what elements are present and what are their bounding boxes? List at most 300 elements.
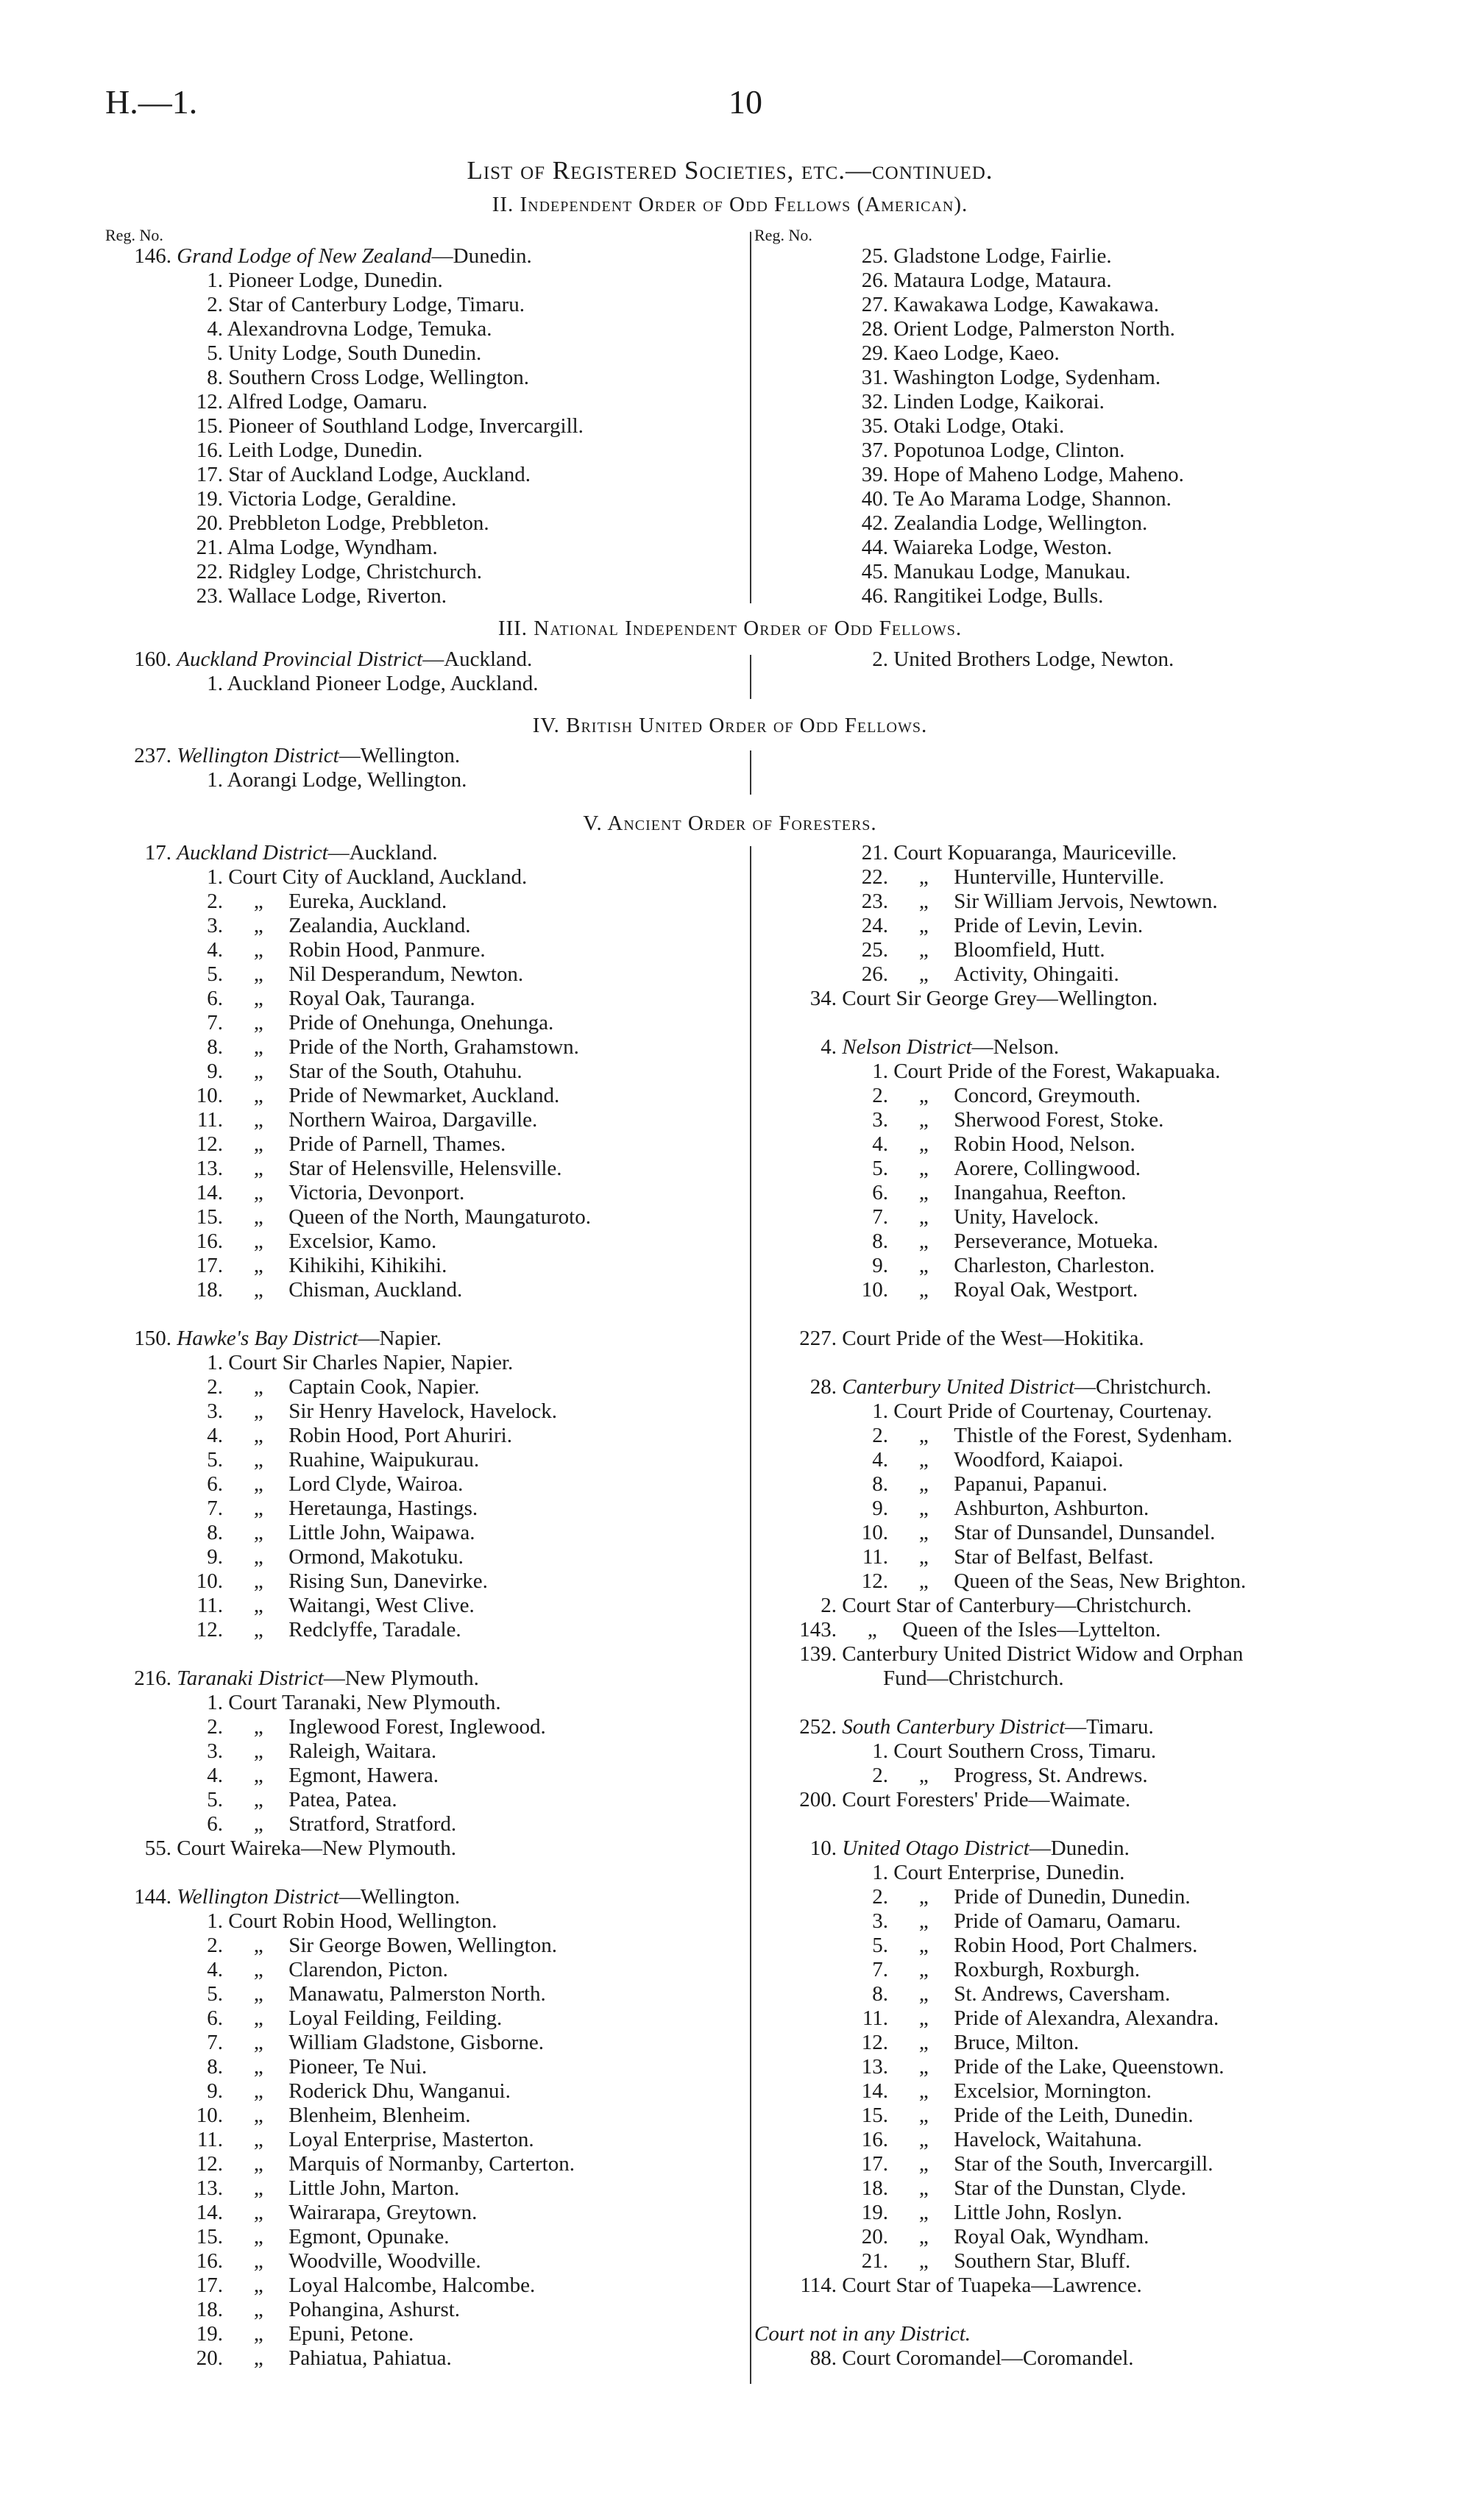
spacer	[754, 1812, 1417, 1836]
entry-text: Court Sir George Grey—Wellington.	[842, 987, 1158, 1010]
entry-text: Sherwood Forest, Stoke.	[954, 1108, 1164, 1132]
lodge-number: 11.	[862, 2006, 888, 2030]
entry-text: Woodford, Kaiapoi.	[954, 1448, 1124, 1472]
court-label: Court	[893, 1060, 943, 1083]
lodge-number: 26.	[861, 269, 888, 292]
lodge-number: 1.	[207, 1691, 223, 1714]
entry-text: Wairarapa, Greytown.	[288, 2201, 478, 2224]
ditto-mark: „	[253, 1594, 263, 1617]
list-item	[754, 269, 1417, 293]
entry-text: Robin Hood, Port Chalmers.	[954, 1934, 1198, 1957]
entry-text: Little John, Roslyn.	[954, 2201, 1123, 2224]
spacer	[754, 1011, 1417, 1035]
ditto-mark: „	[918, 2225, 929, 2249]
entry-text: Pride of Dunedin, Dunedin.	[954, 1885, 1191, 1909]
lodge-number: 11.	[862, 1545, 888, 1569]
section-5-right-list	[754, 841, 1417, 2371]
lodge-number: 12.	[196, 390, 223, 414]
lodge-number: 17.	[196, 2274, 223, 2297]
ditto-mark: „	[918, 2249, 929, 2273]
entry-text: Unity Lodge, South Dunedin.	[228, 341, 482, 365]
entry-text: Raleigh, Waitara.	[288, 1739, 437, 1763]
ditto-mark: „	[918, 914, 929, 937]
entry-text: Mataura Lodge, Mataura.	[893, 269, 1112, 292]
reg-number: 216.	[134, 1667, 171, 1690]
entry-text: Kihikihi, Kihikihi.	[288, 1254, 447, 1277]
entry-text: Kopuaranga, Mauriceville.	[947, 841, 1177, 865]
entry-text: Popotunoa Lodge, Clinton.	[893, 439, 1125, 462]
entry-text: Queen of the Seas, New Brighton.	[954, 1569, 1247, 1593]
lodge-number: 6.	[207, 2006, 223, 2030]
ditto-mark: „	[918, 1909, 929, 1933]
list-item	[105, 2104, 745, 2128]
lodge-number: 5.	[872, 1157, 888, 1180]
lodge-number: 4.	[207, 1958, 223, 1981]
entry-text: —Auckland.	[327, 841, 438, 865]
ditto-mark: „	[253, 1812, 263, 1836]
lodge-number: 12.	[861, 2031, 888, 2054]
lodge-number: 45.	[861, 560, 888, 583]
ditto-mark: „	[918, 2152, 929, 2176]
entry-text: —Wellington.	[339, 1885, 461, 1909]
list-item	[105, 439, 745, 463]
list-item	[105, 1011, 745, 1035]
lodge-number: 13.	[196, 2176, 223, 2200]
entry-text: Waitangi, West Clive.	[288, 1594, 475, 1617]
lodge-number: 15.	[861, 2104, 888, 2127]
list-item	[105, 938, 745, 962]
list-item	[105, 269, 745, 293]
lodge-number: 8.	[872, 1472, 888, 1496]
list-item	[105, 536, 745, 560]
list-item	[105, 1472, 745, 1497]
lodge-number: 8.	[872, 1229, 888, 1253]
lodge-number: 39.	[861, 463, 888, 486]
lodge-number: 31.	[861, 366, 888, 389]
ditto-mark: „	[253, 1254, 263, 1277]
entry-text: Fund—Christchurch.	[883, 1667, 1064, 1690]
entry-text: Charleston, Charleston.	[954, 1254, 1155, 1277]
ditto-mark: „	[253, 2346, 263, 2370]
lodge-number: 20.	[861, 2225, 888, 2249]
court-label: Court	[228, 1691, 277, 1714]
entry-text: Bloomfield, Hutt.	[954, 938, 1105, 962]
entry-text: —Christchurch.	[1074, 1375, 1212, 1399]
entry-text: Inangahua, Reefton.	[954, 1181, 1127, 1204]
list-item	[105, 744, 745, 768]
entry-text: City of Auckland, Auckland.	[282, 865, 528, 889]
list-item	[105, 463, 745, 487]
lodge-number: 6.	[207, 1812, 223, 1836]
ditto-mark: „	[253, 2274, 263, 2297]
entry-text: Marquis of Normanby, Carterton.	[288, 2152, 575, 2176]
list-item	[754, 1327, 1417, 1351]
ditto-mark: „	[253, 1788, 263, 1811]
list-item	[754, 1229, 1417, 1254]
list-item	[754, 487, 1417, 511]
lodge-number: 2.	[207, 293, 223, 316]
column-divider	[750, 655, 751, 699]
lodge-number: 8.	[207, 1035, 223, 1059]
entry-text: Manukau Lodge, Manukau.	[893, 560, 1131, 583]
lodge-number: 17.	[196, 463, 223, 486]
entry-text: Washington Lodge, Sydenham.	[893, 366, 1161, 389]
ditto-mark: „	[918, 1205, 929, 1229]
lodge-number: 8.	[207, 366, 223, 389]
section-3-left-list	[105, 647, 745, 696]
entry-text: Pride of Newmarket, Auckland.	[288, 1084, 560, 1107]
entry-text: Star of Helensville, Helensville.	[288, 1157, 562, 1180]
entry-text: Patea, Patea.	[288, 1788, 397, 1811]
entry-text: Loyal Enterprise, Masterton.	[288, 2128, 534, 2151]
entry-text: William Gladstone, Gisborne.	[288, 2031, 545, 2054]
spacer	[754, 1302, 1417, 1327]
court-label: Court	[228, 1909, 277, 1933]
ditto-mark: „	[253, 890, 263, 913]
reg-number: 252.	[799, 1715, 837, 1739]
entry-text: Star of Dunsandel, Dunsandel.	[954, 1521, 1216, 1544]
ditto-mark: „	[253, 2298, 263, 2321]
lodge-number: 3.	[207, 1399, 223, 1423]
lodge-number: 21.	[861, 841, 888, 865]
entry-text: Northern Wairoa, Dargaville.	[288, 1108, 538, 1132]
list-item	[754, 560, 1417, 584]
section-4-left-list	[105, 744, 745, 792]
district-name: United Otago District	[842, 1836, 1030, 1860]
list-item	[754, 414, 1417, 439]
lodge-number: 6.	[207, 1472, 223, 1496]
reg-number: 143.	[799, 1618, 837, 1641]
district-name: South Canterbury District	[842, 1715, 1066, 1739]
list-item	[754, 1569, 1417, 1594]
list-item	[754, 1764, 1417, 1788]
entry-text: Kawakawa Lodge, Kawakawa.	[893, 293, 1159, 316]
entry-text: St. Andrews, Caversham.	[954, 1982, 1171, 2006]
court-label: Court	[893, 1861, 943, 1884]
reg-number: 88.	[809, 2346, 837, 2370]
ditto-mark: „	[253, 1545, 263, 1569]
ditto-mark: „	[253, 1205, 263, 1229]
entry-text: Lord Clyde, Wairoa.	[288, 1472, 464, 1496]
list-item	[105, 1934, 745, 1958]
ditto-mark: „	[253, 1108, 263, 1132]
entry-text: Captain Cook, Napier.	[288, 1375, 480, 1399]
list-item	[754, 2104, 1417, 2128]
list-item	[105, 1667, 745, 1691]
ditto-mark: „	[253, 1278, 263, 1302]
district-name: Auckland Provincial District	[177, 647, 423, 671]
list-item	[105, 1035, 745, 1060]
ditto-mark: „	[253, 1448, 263, 1472]
court-label: Court	[228, 1351, 277, 1374]
entry-text: Activity, Ohingaiti.	[954, 962, 1119, 986]
list-item	[754, 841, 1417, 865]
entry-text: Thistle of the Forest, Sydenham.	[954, 1424, 1233, 1447]
list-item	[754, 1715, 1417, 1739]
entry-text: Alexandrovna Lodge, Temuka.	[227, 317, 492, 341]
list-item	[754, 1375, 1417, 1399]
entry-text: Canterbury United District Widow and Orphan	[842, 1642, 1244, 1666]
court-label: Court	[228, 865, 277, 889]
list-item	[105, 1399, 745, 1424]
entry-text: Court Foresters' Pride—Waimate.	[842, 1788, 1131, 1811]
lodge-number: 5.	[872, 1934, 888, 1957]
entry-text: Otaki Lodge, Otaki.	[893, 414, 1065, 438]
ditto-mark: „	[253, 1472, 263, 1496]
list-item	[105, 487, 745, 511]
ditto-mark: „	[253, 2128, 263, 2151]
entry-text: —Nelson.	[971, 1035, 1060, 1059]
list-item	[754, 1909, 1417, 1934]
list-item	[105, 414, 745, 439]
list-item	[105, 244, 745, 269]
list-item	[105, 841, 745, 865]
list-item	[754, 341, 1417, 366]
entry-text: Aorere, Collingwood.	[954, 1157, 1141, 1180]
entry-text: Sir Henry Havelock, Havelock.	[288, 1399, 558, 1423]
list-item	[754, 1157, 1417, 1181]
ditto-mark: „	[253, 1764, 263, 1787]
lodge-number: 5.	[207, 962, 223, 986]
lodge-number: 9.	[872, 1254, 888, 1277]
entry-text: Prebbleton Lodge, Prebbleton.	[228, 511, 489, 535]
entry-text: Perseverance, Motueka.	[954, 1229, 1159, 1253]
ditto-mark: „	[918, 1982, 929, 2006]
lodge-number: 3.	[872, 1108, 888, 1132]
entry-text: Zealandia Lodge, Wellington.	[893, 511, 1148, 535]
entry-text: Epuni, Petone.	[288, 2322, 414, 2346]
lodge-number: 3.	[207, 1739, 223, 1763]
entry-text: Hope of Maheno Lodge, Maheno.	[893, 463, 1184, 486]
list-item	[754, 511, 1417, 536]
entry-text: Inglewood Forest, Inglewood.	[288, 1715, 546, 1739]
page-header-code: H.—1.	[105, 83, 198, 121]
entry-text: Royal Oak, Tauranga.	[288, 987, 475, 1010]
entry-text: Concord, Greymouth.	[954, 1084, 1141, 1107]
list-item	[754, 2006, 1417, 2031]
list-item	[105, 1812, 745, 1836]
lodge-number: 25.	[861, 244, 888, 268]
entry-text: Waiareka Lodge, Weston.	[893, 536, 1113, 559]
ditto-mark: „	[918, 890, 929, 913]
list-item	[754, 1788, 1417, 1812]
ditto-mark: „	[253, 1934, 263, 1957]
column-divider	[750, 232, 751, 603]
lodge-number: 2.	[207, 1715, 223, 1739]
reg-number: 160.	[134, 647, 171, 671]
lodge-number: 1.	[872, 1861, 888, 1884]
list-item	[754, 366, 1417, 390]
lodge-number: 14.	[861, 2079, 888, 2103]
district-name: Wellington District	[177, 744, 339, 767]
entry-text: Queen of the North, Maungaturoto.	[288, 1205, 591, 1229]
list-item	[105, 1497, 745, 1521]
entry-text: Leith Lodge, Dunedin.	[228, 439, 423, 462]
reg-no-label: Reg. No.	[754, 226, 812, 244]
list-item	[754, 2176, 1417, 2201]
lodge-number: 7.	[872, 1958, 888, 1981]
list-item	[754, 536, 1417, 560]
entry-text: Clarendon, Picton.	[288, 1958, 448, 1981]
list-item	[754, 1132, 1417, 1157]
lodge-number: 16.	[861, 2128, 888, 2151]
list-item	[105, 1836, 745, 1861]
entry-text: Havelock, Waitahuna.	[954, 2128, 1142, 2151]
ditto-mark: „	[918, 1278, 929, 1302]
ditto-mark: „	[253, 1011, 263, 1034]
lodge-number: 6.	[872, 1181, 888, 1204]
ditto-mark: „	[253, 1982, 263, 2006]
section-3-right-list	[754, 647, 1417, 672]
entry-text: —Auckland.	[422, 647, 533, 671]
list-item	[105, 1715, 745, 1739]
entry-text: Robin Hood, Port Ahuriri.	[288, 1424, 512, 1447]
reg-number: 28.	[809, 1375, 837, 1399]
reg-no-label: Reg. No.	[105, 226, 163, 244]
entry-text: Star of Auckland Lodge, Auckland.	[228, 463, 531, 486]
ditto-mark: „	[253, 2031, 263, 2054]
section-2-title: II. Independent Order of Odd Fellows (American).	[492, 193, 968, 216]
spacer	[105, 1642, 745, 1667]
lodge-number: 9.	[207, 2079, 223, 2103]
list-item	[754, 1278, 1417, 1302]
list-item	[105, 2322, 745, 2346]
lodge-number: 3.	[872, 1909, 888, 1933]
entry-text: Roderick Dhu, Wanganui.	[288, 2079, 511, 2103]
entry-text: Pioneer, Te Nui.	[288, 2055, 428, 2079]
entry-text: United Brothers Lodge, Newton.	[893, 647, 1174, 671]
entry-text: —Timaru.	[1065, 1715, 1154, 1739]
entry-text: —Dunedin.	[431, 244, 532, 268]
lodge-number: 19.	[196, 2322, 223, 2346]
list-item	[105, 1569, 745, 1594]
entry-text: —Dunedin.	[1029, 1836, 1130, 1860]
ditto-mark: „	[253, 1715, 263, 1739]
list-item	[754, 1618, 1417, 1642]
lodge-number: 2.	[207, 890, 223, 913]
lodge-number: 9.	[207, 1060, 223, 1083]
reg-number: 200.	[799, 1788, 837, 1811]
ditto-mark: „	[918, 1497, 929, 1520]
list-item	[754, 1521, 1417, 1545]
entry-text: Ruahine, Waipukurau.	[288, 1448, 480, 1472]
entry-text: Little John, Waipawa.	[288, 1521, 475, 1544]
entry-text: Zealandia, Auckland.	[288, 914, 471, 937]
ditto-mark: „	[918, 2006, 929, 2030]
lodge-number: 28.	[861, 317, 888, 341]
entry-text: Court Waireka—New Plymouth.	[177, 1836, 456, 1860]
spacer	[754, 2298, 1417, 2322]
lodge-number: 4.	[207, 317, 223, 341]
ditto-mark: „	[253, 2104, 263, 2127]
lodge-number: 15.	[196, 2225, 223, 2249]
list-item	[754, 2346, 1417, 2371]
entry-text: Wallace Lodge, Riverton.	[227, 584, 447, 608]
section-5-left-list	[105, 841, 745, 2371]
ditto-mark: „	[918, 1934, 929, 1957]
list-item	[105, 2225, 745, 2249]
list-item	[105, 1545, 745, 1569]
ditto-mark: „	[253, 1060, 263, 1083]
lodge-number: 2.	[872, 1885, 888, 1909]
lodge-number: 7.	[872, 1205, 888, 1229]
lodge-number: 1.	[872, 1739, 888, 1763]
entry-text: —Napier.	[358, 1327, 442, 1350]
entry-text: Southern Cross Lodge, Wellington.	[228, 366, 529, 389]
ditto-mark: „	[918, 2079, 929, 2103]
entry-text: Pioneer of Southland Lodge, Invercargill.	[228, 414, 584, 438]
entry-text: Alma Lodge, Wyndham.	[227, 536, 438, 559]
entry-text: Linden Lodge, Kaikorai.	[893, 390, 1105, 414]
lodge-number: 16.	[196, 1229, 223, 1253]
list-item	[754, 2031, 1417, 2055]
list-item	[105, 1375, 745, 1399]
ditto-mark: „	[918, 1254, 929, 1277]
list-item	[105, 2249, 745, 2274]
entry-text: Royal Oak, Westport.	[954, 1278, 1138, 1302]
section-2-left-list	[105, 227, 745, 608]
list-item	[105, 366, 745, 390]
list-item	[105, 1108, 745, 1132]
ditto-mark: „	[918, 962, 929, 986]
reg-number: 4.	[821, 1035, 837, 1059]
spacer	[754, 1691, 1417, 1715]
list-item	[754, 2055, 1417, 2079]
ditto-mark: „	[253, 2249, 263, 2273]
reg-number: 2.	[821, 1594, 837, 1617]
lodge-number: 5.	[207, 1448, 223, 1472]
lodge-number: 2.	[872, 1084, 888, 1107]
page-number: 10	[729, 83, 762, 121]
list-item	[105, 647, 745, 672]
list-item	[105, 2298, 745, 2322]
lodge-number: 2.	[207, 1934, 223, 1957]
list-item	[754, 293, 1417, 317]
entry-text: Auckland Pioneer Lodge, Auckland.	[227, 672, 539, 695]
lodge-number: 4.	[207, 1764, 223, 1787]
list-item	[105, 987, 745, 1011]
entry-text: Nil Desperandum, Newton.	[288, 962, 524, 986]
list-item	[105, 914, 745, 938]
lodge-number: 2.	[207, 1375, 223, 1399]
lodge-number: 18.	[861, 2176, 888, 2200]
lodge-number: 12.	[861, 1569, 888, 1593]
ditto-mark: „	[253, 1618, 263, 1641]
entry-text: Pride of Oamaru, Oamaru.	[954, 1909, 1181, 1933]
list-item	[754, 647, 1417, 672]
list-item	[754, 1739, 1417, 1764]
lodge-number: 4.	[872, 1448, 888, 1472]
reg-number: 139.	[799, 1642, 837, 1666]
list-item	[105, 1132, 745, 1157]
entry-text: Enterprise, Dunedin.	[947, 1861, 1125, 1884]
list-item	[754, 865, 1417, 890]
lodge-number: 7.	[207, 2031, 223, 2054]
ditto-mark: „	[253, 2322, 263, 2346]
list-item	[754, 1205, 1417, 1229]
list-item	[105, 2274, 745, 2298]
ditto-mark: „	[253, 1497, 263, 1520]
entry-text: Pride of the Leith, Dunedin.	[954, 2104, 1194, 2127]
ditto-mark: „	[253, 962, 263, 986]
lodge-number: 9.	[872, 1497, 888, 1520]
list-item	[105, 2006, 745, 2031]
entry-text: Loyal Halcombe, Halcombe.	[288, 2274, 536, 2297]
district-name: Auckland District	[177, 841, 328, 865]
ditto-mark: „	[918, 2104, 929, 2127]
entry-text: Court Star of Tuapeka—Lawrence.	[842, 2274, 1142, 2297]
list-item	[105, 1327, 745, 1351]
